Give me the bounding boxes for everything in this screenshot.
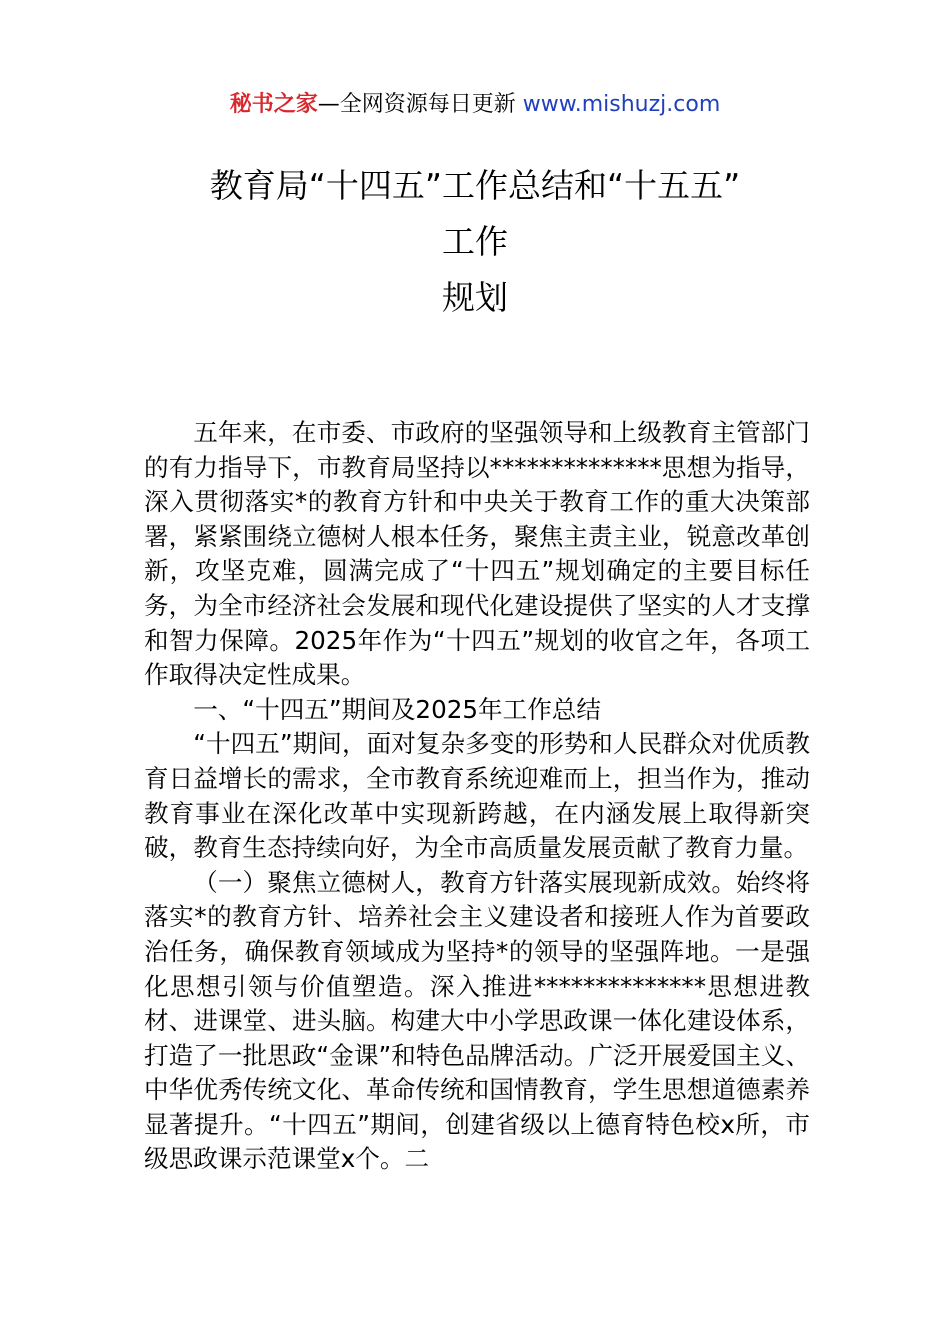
title-line-3: 规划 (442, 278, 508, 317)
document-title (0, 158, 950, 326)
paragraph-overview: “十四五”期间，面对复杂多变的形势和人民群众对优质教育日益增长的需求，全市教育系统迎难而上，担当作为，推动教育事业在深化改革中实现新跨越，在内涵发展上取得新突破，教育生态持续向好，为全市高质量发展贡献了教育力量。 (144, 729, 810, 863)
site-brand: 秘书之家 (229, 92, 318, 117)
title-line-1: 教育局“十四五”工作总结和“十五五” (209, 166, 741, 205)
document-body (144, 416, 810, 1177)
paragraph-intro: 五年来，在市委、市政府的坚强领导和上级教育主管部门的有力指导下，市教育局坚持以**************思想为指导，深入贯彻落实*的教育方针和中央关于教育工作的重大决策部署，紧紧围绕立德树人根本任务，聚焦主责主业，锐意改革创新，攻坚克难，圆满完成了“十四五”规划确定的主要目标任务，为全市经济社会发展和现代化建设提供了坚实的人才支撑和智力保障。2025年作为“十四五”规划的收官之年，各项工作取得决定性成果。 (144, 418, 810, 690)
site-url-link[interactable]: www.mishuzj.com (522, 92, 721, 117)
section-heading-1: 一、“十四五”期间及2025年工作总结 (193, 694, 601, 724)
paragraph-subsection-1: （一）聚焦立德树人，教育方针落实展现新成效。始终将落实*的教育方针、培养社会主义建设者和接班人作为首要政治任务，确保教育领域成为坚持*的领导的坚强阵地。一是强化思想引领与价值塑造。深入推进**************思想进教材、进课堂、进头脑。构建大中小学思政课一体化建设体系，打造了一批思政“金课”和特色品牌活动。广泛开展爱国主义、中华优秀传统文化、革命传统和国情教育，学生思想道德素养显著提升。“十四五”期间，创建省级以上德育特色校x所，市级思政课示范课堂x个。二 (144, 867, 810, 1174)
site-header (0, 88, 950, 122)
site-tagline: —全网资源每日更新 (317, 92, 516, 117)
title-line-2: 工作 (442, 222, 508, 261)
